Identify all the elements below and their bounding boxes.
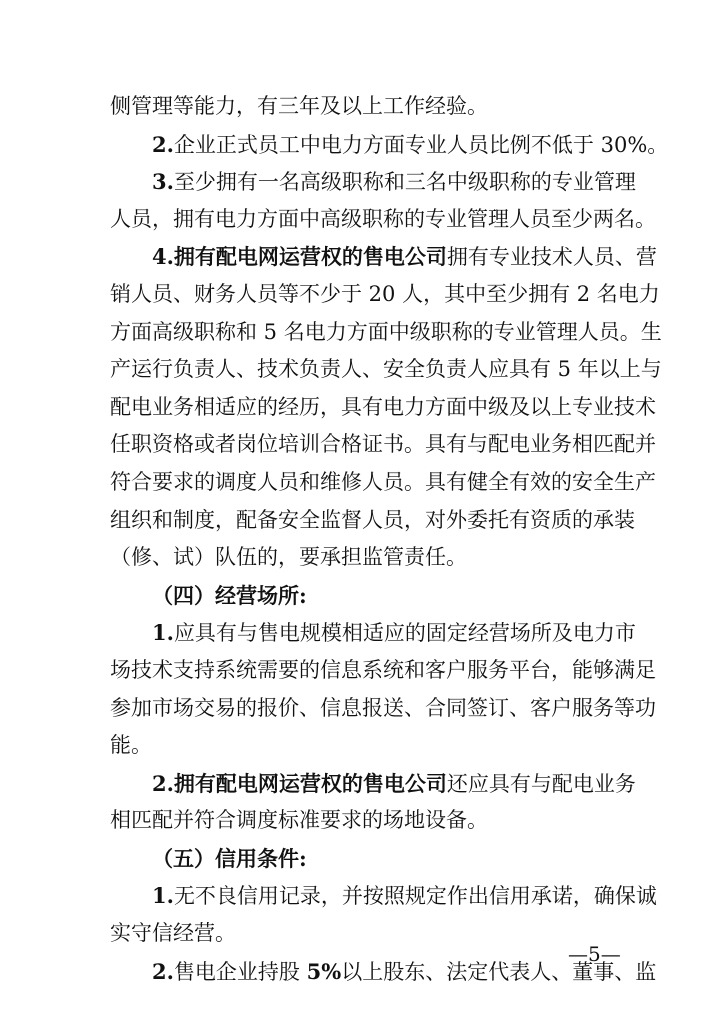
text-segment: 组织和制度，配备安全监督人员，对外委托有资质的承装 bbox=[110, 507, 635, 532]
text-segment: 侧管理等能力，有三年及以上工作经验。 bbox=[110, 94, 488, 118]
text-segment: 符合要求的调度人员和维修人员。具有健全有效的安全生产 bbox=[110, 469, 656, 494]
text-segment: 相匹配并符合调度标准要求的场地设备。 bbox=[110, 808, 488, 833]
text-segment: 5% bbox=[306, 958, 342, 984]
text-line bbox=[110, 276, 660, 314]
text-segment: 无不良信用记录，并按照规定作出信用承诺，确保诚 bbox=[173, 884, 657, 909]
text-line bbox=[110, 426, 656, 464]
text-segment: 方面高级职称和 5 名电力方面中级职称的专业管理人员。生 bbox=[110, 319, 662, 344]
text-line bbox=[110, 802, 614, 840]
text-segment: 3. bbox=[152, 169, 174, 195]
text-segment: 1. bbox=[152, 620, 174, 646]
text-segment: 售电企业持股 bbox=[173, 959, 307, 984]
text-segment: 产运行负责人、技术负责人、安全负责人应具有 5 年以上与 bbox=[110, 357, 662, 382]
text-segment: 至少拥有一名高级职称和三名中级职称的专业管理 bbox=[173, 170, 636, 195]
text-segment: 实守信经营。 bbox=[110, 921, 236, 946]
text-line bbox=[110, 614, 636, 652]
text-line bbox=[110, 126, 669, 164]
text-segment: 人员，拥有电力方面中高级职称的专业管理人员至少两名。 bbox=[110, 206, 656, 231]
text-line bbox=[110, 953, 657, 991]
text-segment: （四）经营场所: bbox=[152, 582, 307, 608]
text-line bbox=[110, 502, 635, 540]
text-segment: 2.拥有配电网运营权的售电公司 bbox=[152, 770, 447, 796]
body-text bbox=[110, 88, 669, 990]
text-line bbox=[110, 727, 614, 765]
text-line bbox=[110, 238, 657, 276]
text-segment: 4.拥有配电网运营权的售电公司 bbox=[152, 244, 447, 270]
text-line bbox=[110, 201, 656, 239]
text-segment: 配电业务相适应的经历，具有电力方面中级及以上专业技术 bbox=[110, 394, 656, 419]
text-line bbox=[110, 464, 656, 502]
text-segment: 任职资格或者岗位培训合格证书。具有与配电业务相匹配并 bbox=[110, 432, 656, 457]
text-line bbox=[110, 765, 636, 803]
section-heading bbox=[110, 577, 614, 615]
text-segment: 场技术支持系统需要的信息系统和客户服务平台，能够满足 bbox=[110, 657, 656, 682]
text-segment: （五）信用条件: bbox=[152, 845, 307, 871]
section-heading bbox=[110, 840, 614, 878]
text-segment: 能。 bbox=[110, 733, 152, 758]
text-segment: 1. bbox=[152, 883, 174, 909]
text-segment: 以上股东、法定代表人、董事、监 bbox=[341, 959, 657, 984]
text-segment: 拥有专业技术人员、营 bbox=[446, 245, 657, 270]
text-segment: 参加市场交易的报价、信息报送、合同签订、客户服务等功 bbox=[110, 695, 656, 720]
text-line bbox=[110, 877, 657, 915]
text-segment: 销人员、财务人员等不少于 20 人，其中至少拥有 2 名电力 bbox=[110, 281, 660, 306]
text-line bbox=[110, 314, 662, 352]
text-line bbox=[110, 389, 656, 427]
text-segment: 2. bbox=[152, 131, 174, 157]
text-line bbox=[110, 690, 656, 728]
text-line bbox=[110, 351, 662, 389]
text-line bbox=[110, 163, 636, 201]
text-segment: 应具有与售电规模相适应的固定经营场所及电力市 bbox=[173, 621, 636, 646]
text-line bbox=[110, 915, 614, 953]
text-line bbox=[110, 539, 614, 577]
text-segment: 还应具有与配电业务 bbox=[446, 771, 636, 796]
text-line bbox=[110, 652, 656, 690]
text-line bbox=[110, 88, 614, 126]
text-segment: 企业正式员工中电力方面专业人员比例不低于 30%。 bbox=[173, 132, 669, 157]
text-segment: （修、试）队伍的，要承担监管责任。 bbox=[110, 545, 467, 570]
text-segment: 2. bbox=[152, 958, 174, 984]
page-number: —5— bbox=[568, 942, 621, 966]
